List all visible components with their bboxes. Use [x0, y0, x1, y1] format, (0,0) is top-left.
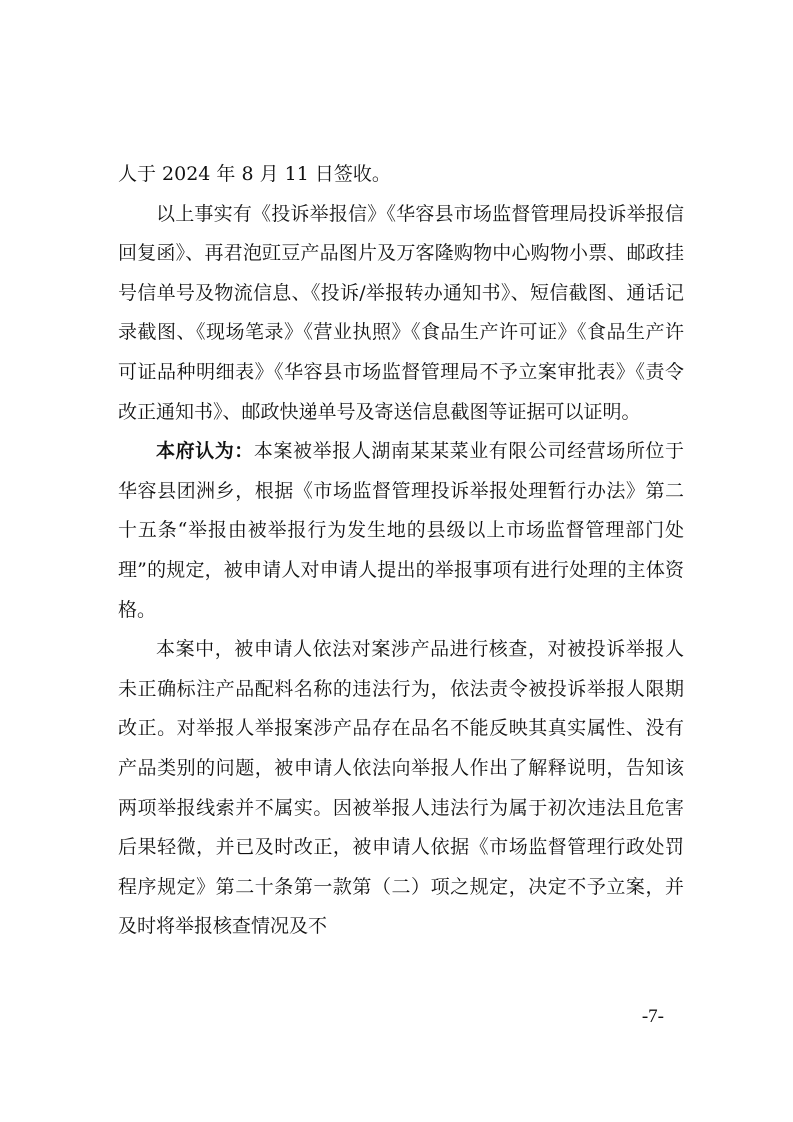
document-body [118, 155, 684, 947]
page-number: -7- [641, 1006, 664, 1027]
paragraph-evidence [118, 195, 684, 433]
paragraph-text: 本案中，被申请人依法对案涉产品进行核查，对被投诉举报人未正确标注产品配料名称的违法行为，依法责令被投诉举报人限期改正。对举报人举报案涉产品存在品名不能反映其真实属性、没有产品类别的问题，被申请人依法向举报人作出了解释说明，告知该两项举报线索并不属实。因被举报人违法行为属于初次违法且危害后果轻微，并已及时改正，被申请人依据《市场监督管理行政处罚程序规定》第二十条第一款第（二）项之规定，决定不予立案，并及时将举报核查情况及不 [118, 638, 684, 938]
paragraph-text: 本案被举报人湖南某某菜业有限公司经营场所位于华容县团洲乡，根据《市场监督管理投诉举报处理暂行办法》第二十五条“举报由被举报行为发生地的县级以上市场监督管理部门处理”的规定，被申请人对申请人提出的举报事项有进行处理的主体资格。 [118, 440, 684, 621]
paragraph-text: 人于 2024 年 8 月 11 日签收。 [118, 163, 391, 185]
paragraph-analysis [118, 630, 684, 947]
paragraph-finding [118, 432, 684, 630]
paragraph-continuation [118, 155, 684, 195]
paragraph-lead-heading: 本府认为： [156, 440, 254, 463]
paragraph-text: 以上事实有《投诉举报信》《华容县市场监督管理局投诉举报信回复函》、再君泡豇豆产品图片及万客隆购物中心购物小票、邮政挂号信单号及物流信息、《投诉/举报转办通知书》、短信截图、通话记录截图、《现场笔录》《营业执照》《食品生产许可证》《食品生产许可证品种明细表》《华容县市场监督管理局不予立案审批表》《责令改正通知书》、邮政快递单号及寄送信息截图等证据可以证明。 [118, 202, 684, 423]
